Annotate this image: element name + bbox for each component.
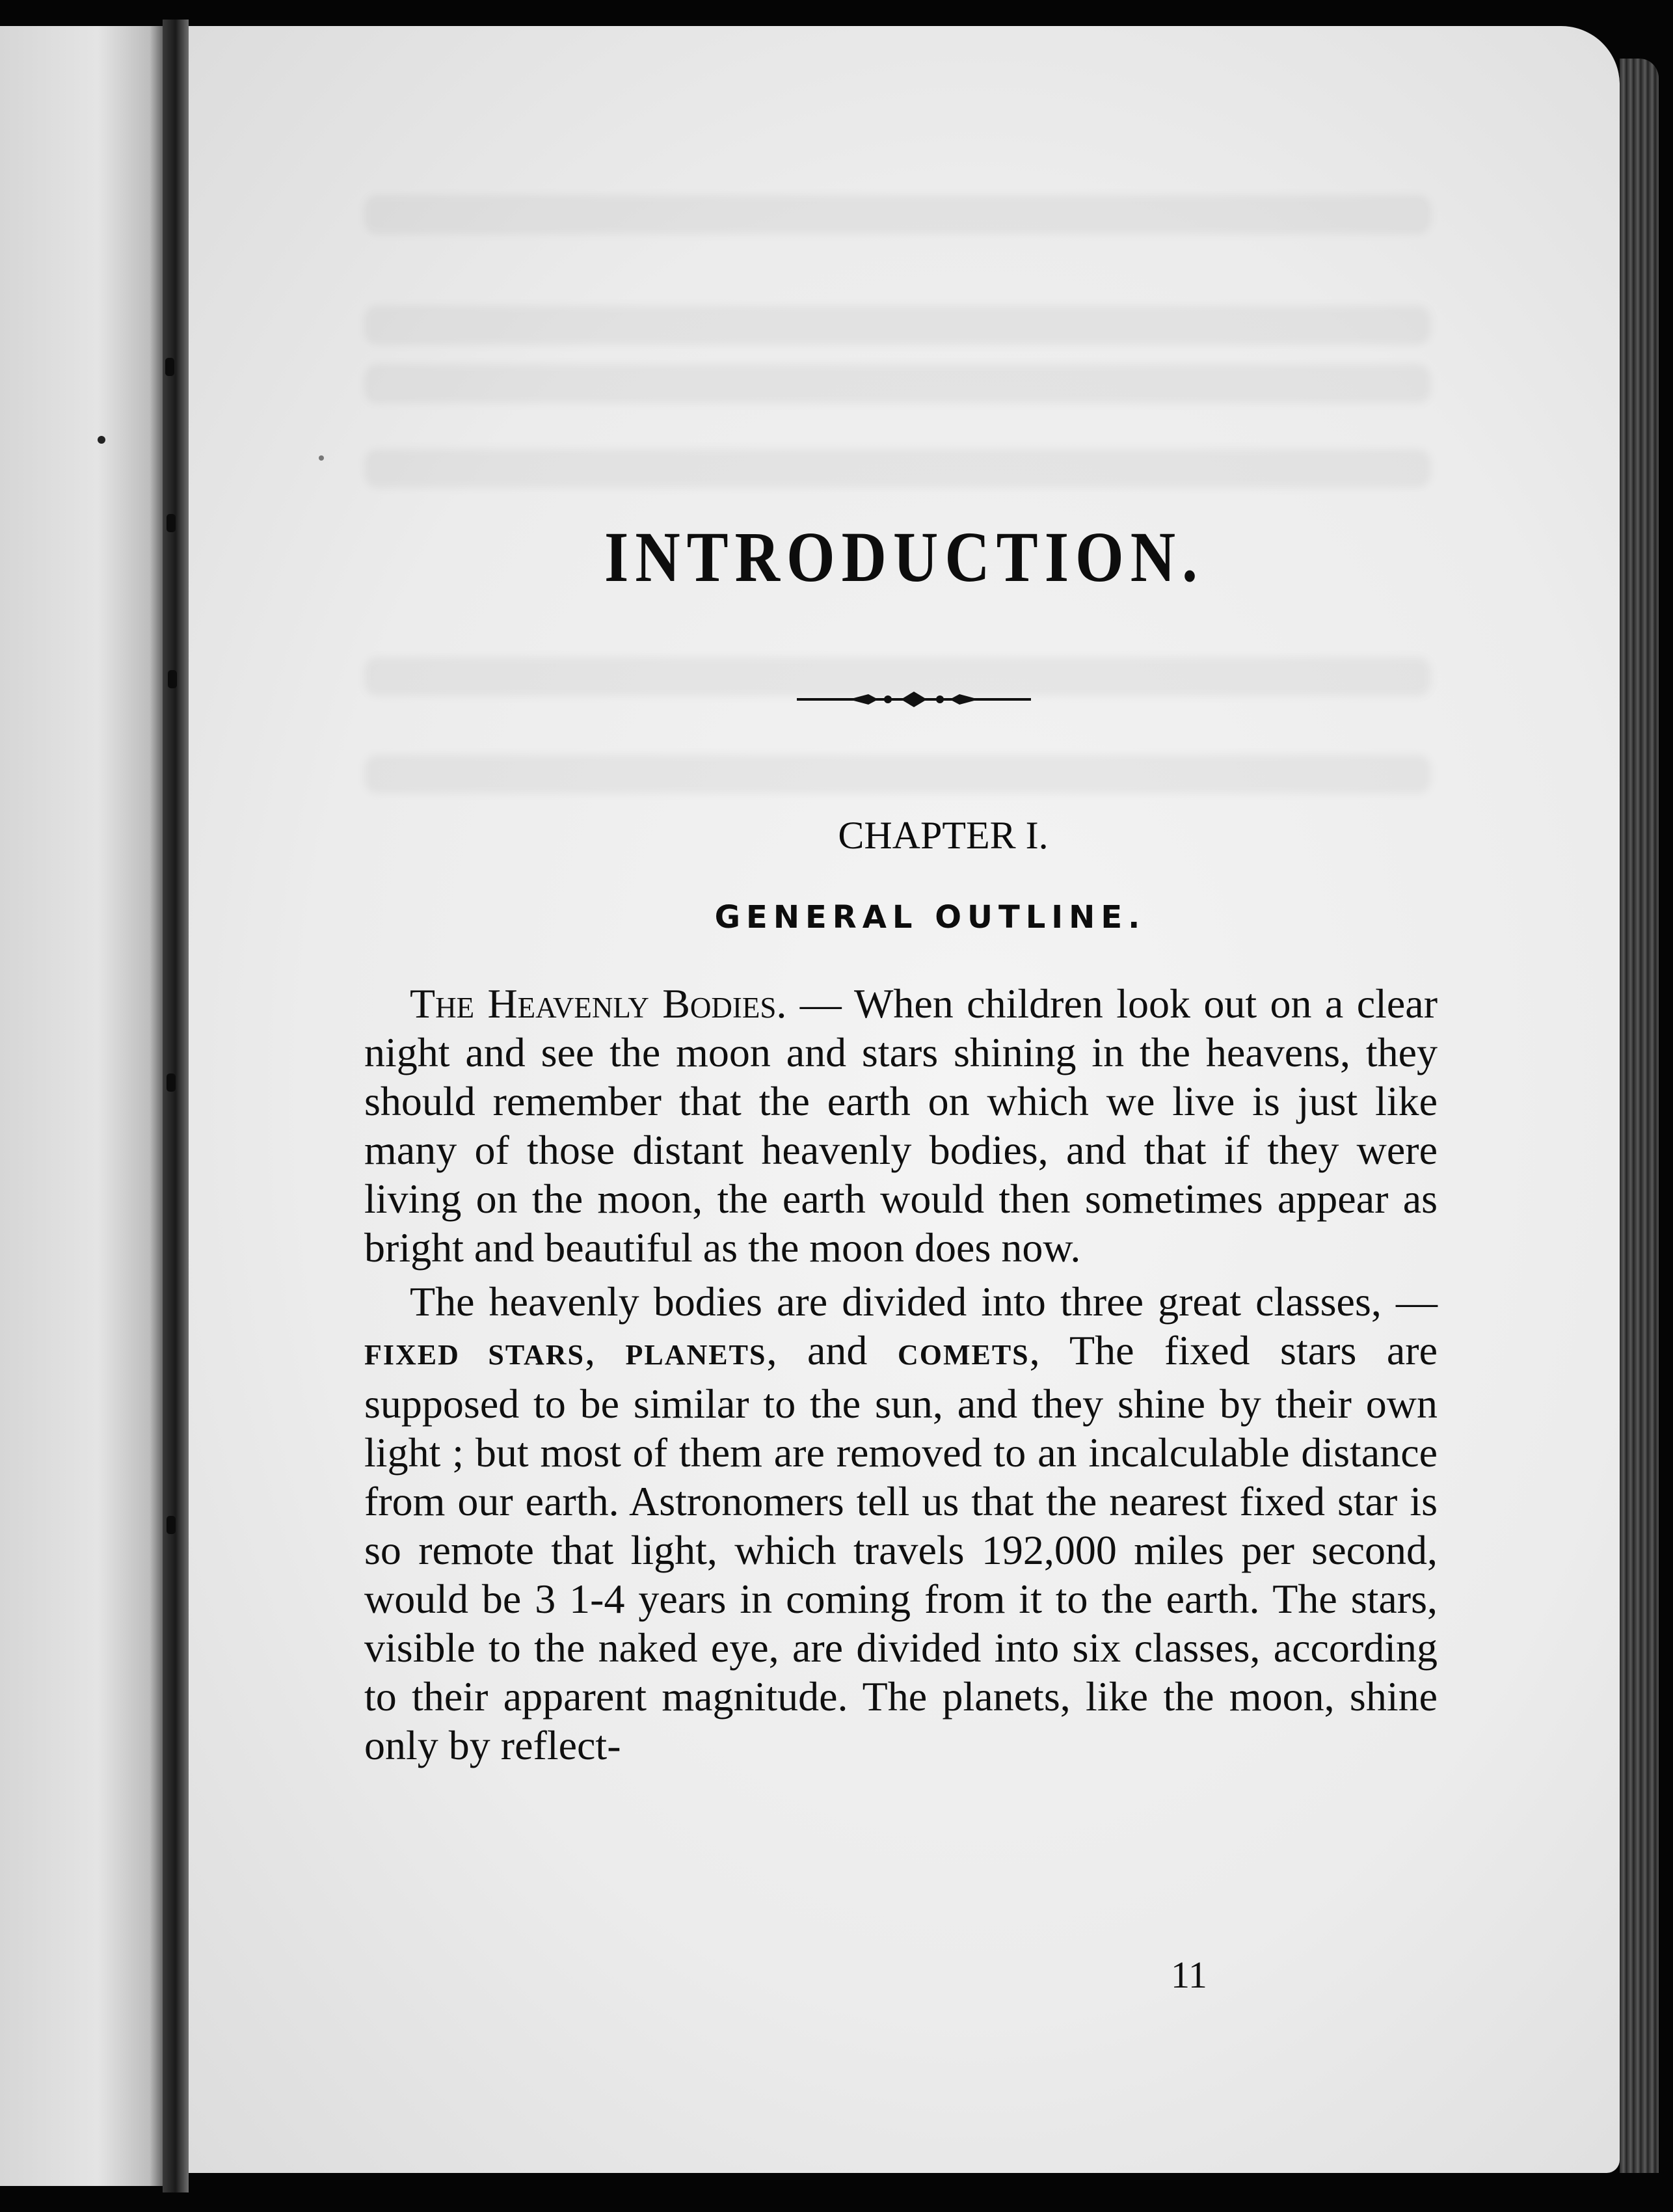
dash: — — [786, 980, 854, 1027]
paragraph-text: The heavenly bodies are divided into three great classes, — — [410, 1278, 1438, 1325]
show-through — [364, 755, 1431, 794]
page-heading: INTRODUCTION. — [604, 516, 1205, 597]
paragraph-text: , The fixed stars are supposed to be similar to the sun, and they shine by their own light ; but most of them are removed to an incalculable distance from our earth. Astronomers tell us that the nearest fixed star is so remote that light, which travels 192,000 miles per second, would be 3 1-4 years in coming from it to the earth. The stars, visible to the naked eye, are divided into six classes, according to their apparent magnitude. The planets, like the moon, shine only by reflect- — [364, 1327, 1438, 1768]
facing-page — [0, 26, 163, 2186]
paragraph-text: When children look out on a clear night and see the moon and stars shining in the heavens, they should remember that the earth on which we live is just like many of those distant heavenly bodies, and that if they were living on the moon, the earth would then sometimes appear as bright and beautiful as the moon does now. — [364, 980, 1438, 1271]
show-through — [364, 449, 1431, 488]
binding-mark — [168, 670, 177, 688]
binding-mark — [167, 1073, 176, 1092]
class-term: COMETS — [897, 1339, 1030, 1371]
run-in-head: The Heavenly Bodies. — [410, 980, 787, 1027]
book-gutter — [163, 20, 189, 2192]
binding-mark — [167, 1516, 176, 1534]
page-number: 11 — [1171, 1954, 1207, 1996]
show-through — [364, 195, 1431, 234]
body-text — [364, 979, 1438, 1770]
binding-mark — [167, 514, 176, 532]
paragraph — [364, 1277, 1438, 1770]
paragraph — [364, 979, 1438, 1272]
show-through — [364, 364, 1431, 403]
class-term: PLANETS — [625, 1339, 767, 1371]
paper-speck — [98, 436, 105, 444]
decorative-rule-icon — [797, 686, 1031, 712]
chapter-number: CHAPTER I. — [838, 814, 1049, 857]
binding-mark — [165, 358, 174, 376]
show-through — [364, 306, 1431, 345]
page-edges — [1620, 59, 1659, 2173]
class-term: FIXED STARS — [364, 1339, 585, 1371]
chapter-title: GENERAL OUTLINE. — [714, 899, 1146, 936]
separator: , — [585, 1327, 626, 1373]
separator: , and — [766, 1327, 898, 1373]
paper-speck — [319, 455, 324, 461]
